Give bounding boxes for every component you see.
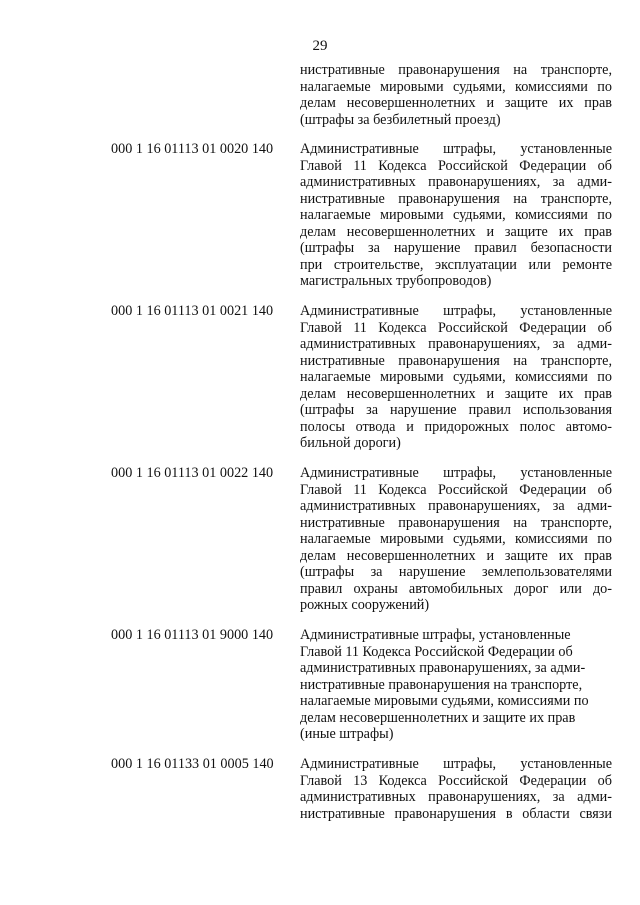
entry-line: Административные штрафы, установленные [300,303,612,319]
entry-line: административных правонарушениях, за адми- [300,336,612,352]
entry-line: нистративные правонарушения на транспорте, [300,190,612,207]
entry-line: налагаемые мировыми судьями, комиссиями по [300,693,589,709]
entry-line: нистративные правонарушения в области связи [300,805,612,822]
continuation-line: (штрафы за безбилетный проезд) [300,111,501,128]
entry-line: делам несовершеннолетних и защите их прав [300,547,612,564]
budget-code: 000 1 16 01133 01 0005 140 [111,756,274,772]
entry-line: Главой 11 Кодекса Российской Федерации об [300,319,612,336]
entry-line: Главой 11 Кодекса Российской Федерации об [300,643,573,660]
entry-line: нистративные правонарушения на транспорте, [300,514,612,531]
entry-line: налагаемые мировыми судьями, комиссиями по [300,207,612,223]
entry-line: налагаемые мировыми судьями, комиссиями по [300,531,612,547]
entry-line: Главой 13 Кодекса Российской Федерации об [300,772,612,789]
entry-line: магистральных трубопроводов) [300,273,492,289]
entry-line: Административные штрафы, установленные [300,465,612,481]
entry-line: Главой 11 Кодекса Российской Федерации об [300,481,612,498]
entry-line: административных правонарушениях, за адми- [300,498,612,514]
continuation-line: нистративные правонарушения на транспорте, [300,62,612,78]
entry-line: бильной дороги) [300,435,401,451]
entry-line: рожных сооружений) [300,597,430,613]
entry-line: административных правонарушениях, за адми- [300,174,612,190]
entry-line: делам несовершеннолетних и защите их прав [300,385,612,402]
entry-line: административных правонарушениях, за адми- [300,789,612,805]
entry-line: нистративные правонарушения на транспорте, [300,676,583,693]
entry-line: полосы отвода и придорожных полос автомо- [300,418,612,435]
entry-line: делам несовершеннолетних и защите их прав [300,709,576,726]
entry-line: (штрафы за нарушение правил использования [300,402,612,418]
entry-line: правил охраны автомобильных дорог или до- [300,580,612,597]
entry-line: (штрафы за нарушение землепользователями [300,564,612,580]
entry-line: при строительстве, эксплуатации или ремонте [300,256,612,273]
continuation-line: налагаемые мировыми судьями, комиссиями по [300,78,612,95]
entry-line: Главой 11 Кодекса Российской Федерации об [300,157,612,174]
entry-line: Административные штрафы, установленные [300,627,571,643]
entry-line: Административные штрафы, установленные [300,756,612,772]
entry-line: налагаемые мировыми судьями, комиссиями по [300,369,612,385]
continuation-line: делам несовершеннолетних и защите их прав [300,95,612,111]
budget-code: 000 1 16 01113 01 9000 140 [111,627,274,643]
budget-code: 000 1 16 01113 01 0022 140 [111,465,274,481]
entry-line: (иные штрафы) [300,726,394,742]
entry-line: Административные штрафы, установленные [300,141,612,157]
entry-line: административных правонарушениях, за адми- [300,660,586,676]
entry-line: нистративные правонарушения на транспорте, [300,352,612,369]
budget-code: 000 1 16 01113 01 0021 140 [111,303,274,319]
entry-line: (штрафы за нарушение правил безопасности [300,240,612,256]
page-number: 29 [312,38,328,54]
budget-code: 000 1 16 01113 01 0020 140 [111,141,274,157]
entry-line: делам несовершеннолетних и защите их прав [300,223,612,240]
